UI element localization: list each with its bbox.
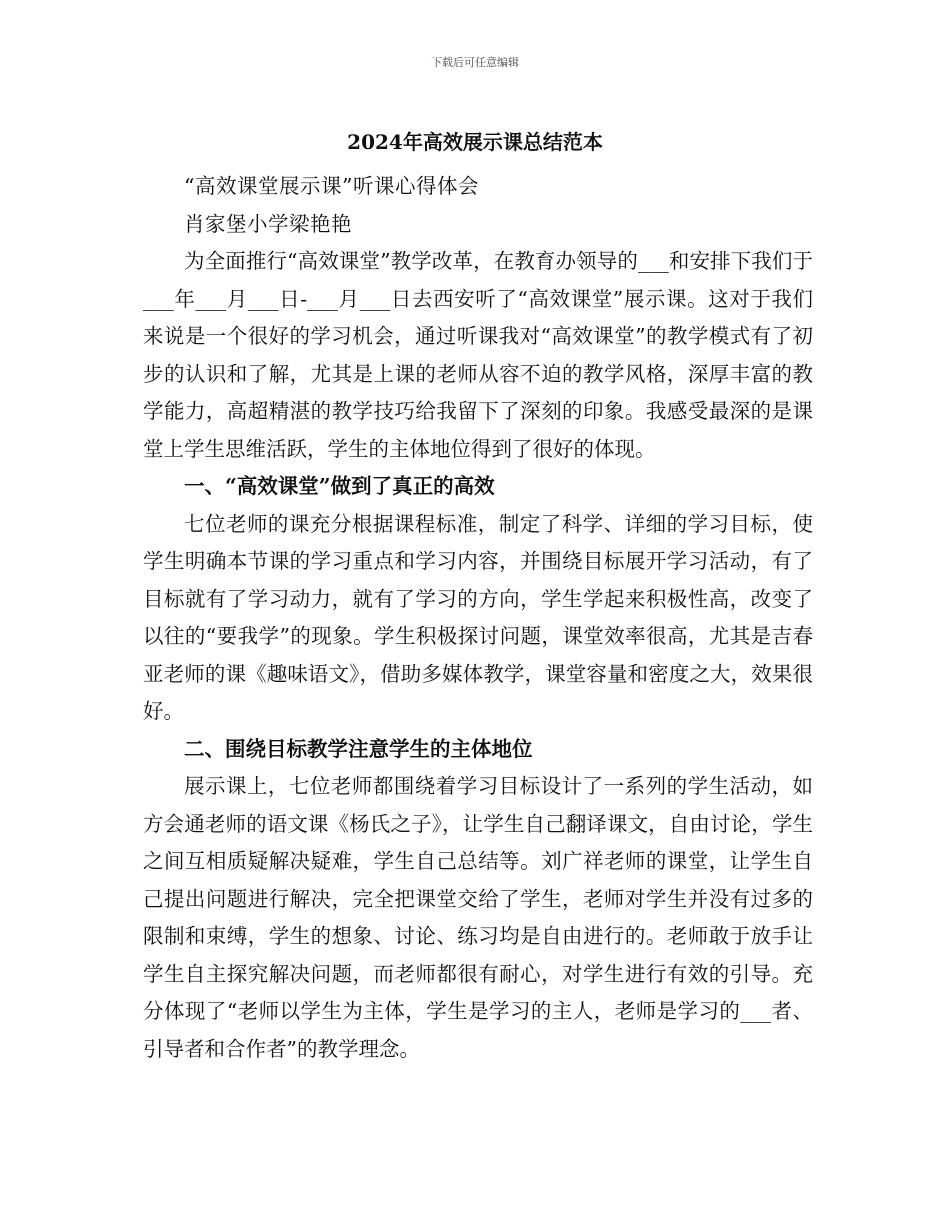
section-paragraph-2: 展示课上，七位老师都围绕着学习目标设计了一系列的学生活动，如方会通老师的语文课《杨氏之子》，让学生自己翻译课文，自由讨论，学生之间互相质疑解决疑难，学生自己总结等。刘广祥老师的课堂，让学生自己提出问题进行解决，完全把课堂交给了学生，老师对学生并没有过多的限制和束缚，学生的想象、讨论、练习均是自由进行的。老师敢于放手让学生自主探究解决问题，而老师都很有耐心，对学生进行有效的引导。充分体现了“老师以学生为主体，学生是学习的主人，老师是学习的___者、引导者和合作者”的教学理念。 bbox=[143, 774, 813, 1061]
section-heading-2: 二、围绕目标教学注意学生的主体地位 bbox=[184, 736, 533, 761]
header-note: 下载后可任意编辑 bbox=[431, 56, 519, 69]
author-line: 肖家堡小学梁艳艳 bbox=[184, 211, 352, 236]
section-paragraph-1: 七位老师的课充分根据课程标准，制定了科学、详细的学习目标，使学生明确本节课的学习重点和学习内容，并围绕目标展开学习活动，有了目标就有了学习动力，就有了学习的方向，学生学起来积极性高，改变了以往的“要我学”的现象。学生积极探讨问题，课堂效率很高，尤其是吉春亚老师的课《趣味语文》，借助多媒体教学，课堂容量和密度之大，效果很好。 bbox=[143, 511, 813, 723]
subtitle: “高效课堂展示课”听课心得体会 bbox=[184, 174, 479, 198]
document-body bbox=[143, 168, 813, 1068]
section-heading-1: 一、“高效课堂”做到了真正的高效 bbox=[184, 474, 495, 498]
document-title: 2024年高效展示课总结范本 bbox=[347, 130, 603, 154]
intro-paragraph: 为全面推行“高效课堂”教学改革，在教育办领导的___和安排下我们于___年___月___日-___月___日去西安听了“高效课堂”展示课。这对于我们来说是一个很好的学习机会，通过听课我对“高效课堂”的教学模式有了初步的认识和了解，尤其是上课的老师从容不迫的教学风格，深厚丰富的教学能力，高超精湛的教学技巧给我留下了深刻的印象。我感受最深的是课堂上学生思维活跃，学生的主体地位得到了很好的体现。 bbox=[143, 249, 813, 461]
